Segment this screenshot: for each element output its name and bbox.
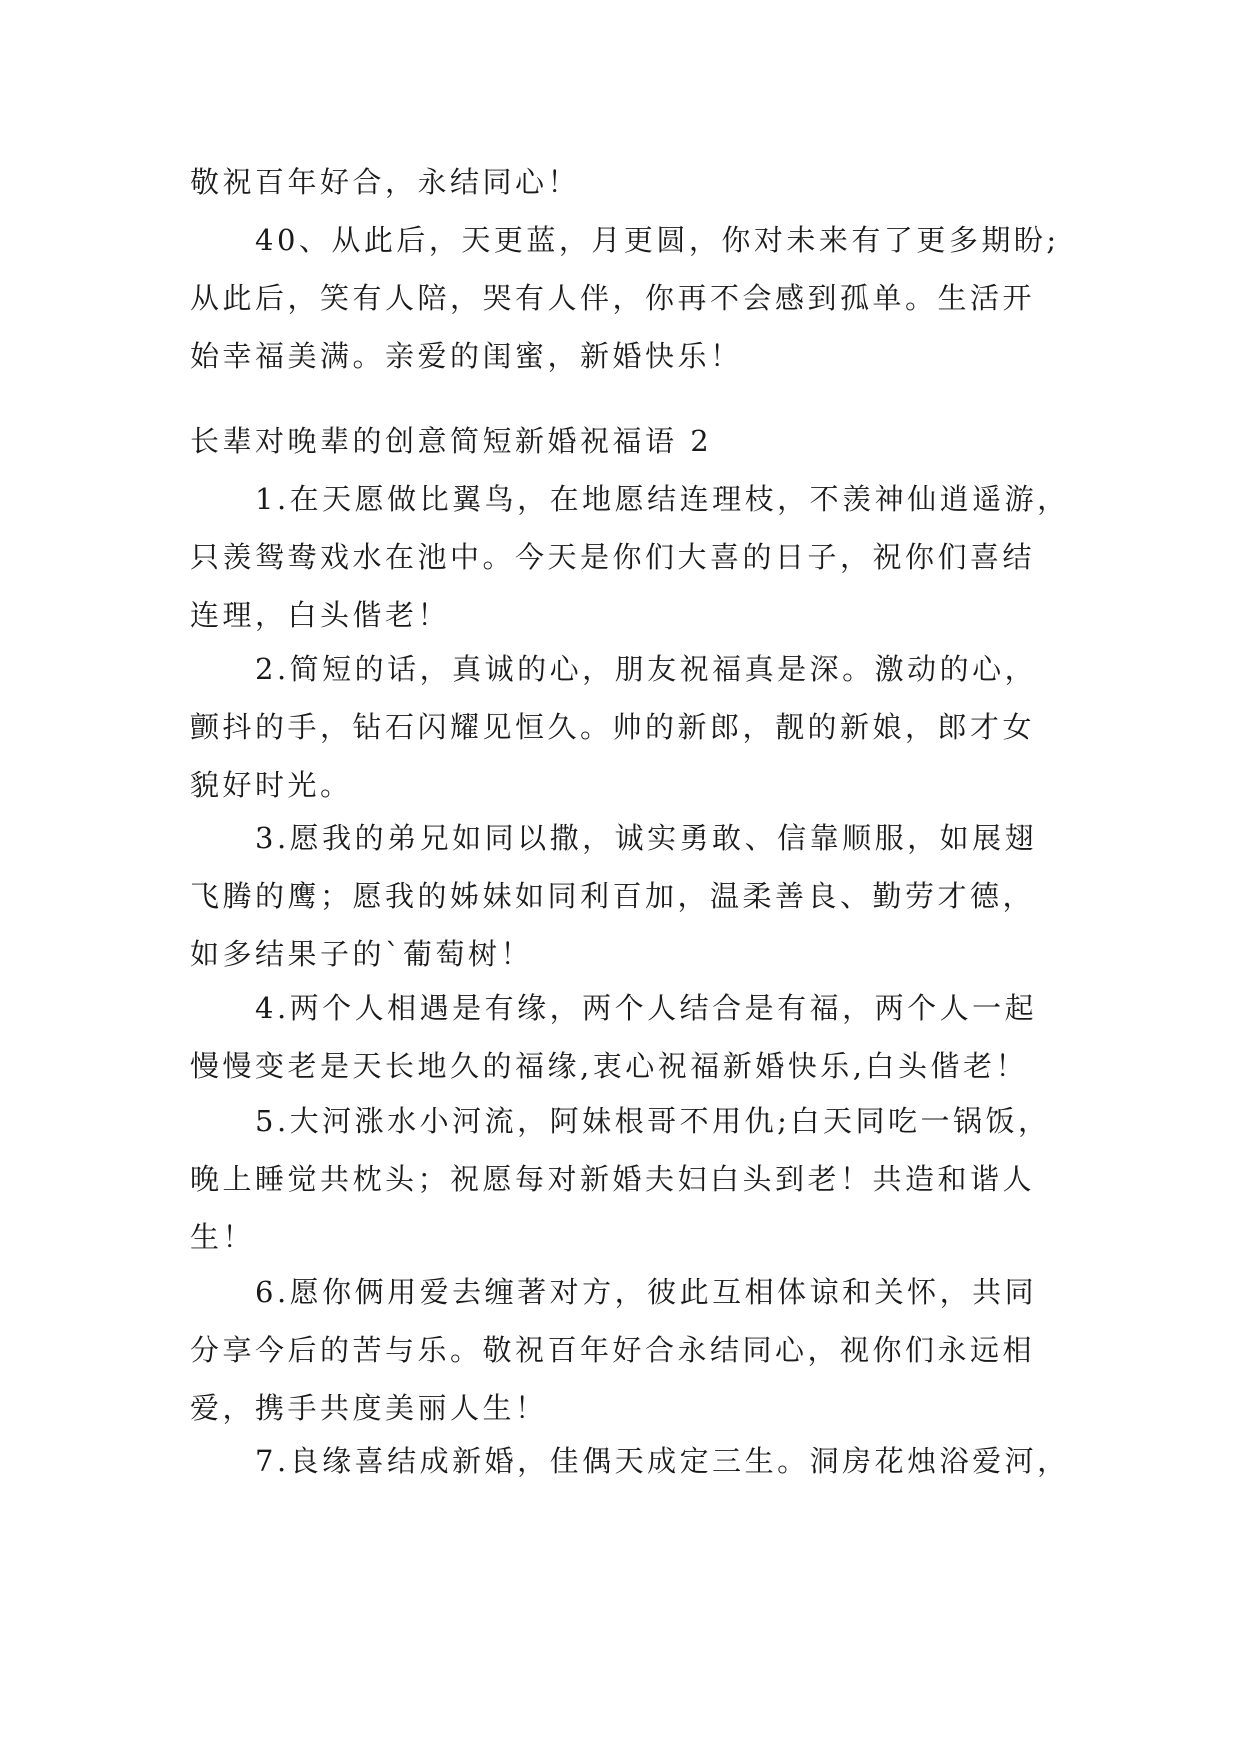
- text-line: 7.良缘喜结成新婚，佳偶天成定三生。洞房花烛浴爱河，: [255, 1444, 1070, 1478]
- paragraph-item-4: [190, 979, 1050, 1095]
- text-line: 如多结果子的`葡萄树！: [190, 937, 534, 971]
- text-line: 晚上睡觉共枕头；祝愿每对新婚夫妇白头到老！共造和谐人: [190, 1162, 1036, 1196]
- text-line: 3.愿我的弟兄如同以撒，诚实勇敢、信靠顺服，如展翅: [255, 821, 1038, 855]
- text-line: 40、从此后，天更蓝，月更圆，你对未来有了更多期盼;: [255, 223, 1060, 257]
- text-line: 1.在天愿做比翼鸟，在地愿结连理枝，不羡神仙逍遥游，: [255, 482, 1070, 516]
- text-line: 分享今后的苦与乐。敬祝百年好合永结同心，视你们永远相: [190, 1333, 1036, 1367]
- text-line: 慢慢变老是天长地久的福缘,衷心祝福新婚快乐,白头偕老！: [190, 1049, 1028, 1083]
- text-line: 貌好时光。: [190, 768, 353, 802]
- section-heading: [190, 412, 1050, 470]
- text-line: 4.两个人相遇是有缘，两个人结合是有福，两个人一起: [255, 991, 1038, 1025]
- text-line: 6.愿你俩用爱去缠著对方，彼此互相体谅和关怀，共同: [255, 1275, 1038, 1309]
- text-line: 5.大河涨水小河流，阿妹根哥不用仇;白天同吃一锅饭，: [255, 1104, 1051, 1138]
- text-line: 飞腾的鹰；愿我的姊妹如同利百加，温柔善良、勤劳才德，: [190, 879, 1036, 913]
- text-line: 生！: [190, 1220, 256, 1254]
- paragraph-item-1: [190, 470, 1070, 644]
- text-line: 敬祝百年好合，永结同心！: [190, 165, 581, 199]
- text-line: 只羡鸳鸯戏水在池中。今天是你们大喜的日子，祝你们喜结: [190, 540, 1036, 574]
- paragraph-item-5: [190, 1092, 1050, 1266]
- paragraph-item-40: [190, 211, 1060, 385]
- heading-text: 长辈对晚辈的创意简短新婚祝福语 2: [190, 424, 713, 458]
- text-line: 爱，携手共度美丽人生！: [190, 1391, 548, 1425]
- closing-line: [190, 153, 1050, 211]
- paragraph-item-7: [190, 1432, 1070, 1490]
- paragraph-item-2: [190, 640, 1050, 814]
- paragraph-item-3: [190, 809, 1050, 983]
- text-line: 连理，白头偕老！: [190, 598, 451, 632]
- paragraph-item-6: [190, 1263, 1050, 1437]
- text-line: 2.简短的话，真诚的心，朋友祝福真是深。激动的心，: [255, 652, 1038, 686]
- text-line: 始幸福美满。亲爱的闺蜜，新婚快乐！: [190, 339, 743, 373]
- text-line: 从此后，笑有人陪，哭有人伴，你再不会感到孤单。生活开: [190, 281, 1036, 315]
- text-line: 颤抖的手，钻石闪耀见恒久。帅的新郎，靓的新娘，郎才女: [190, 710, 1036, 744]
